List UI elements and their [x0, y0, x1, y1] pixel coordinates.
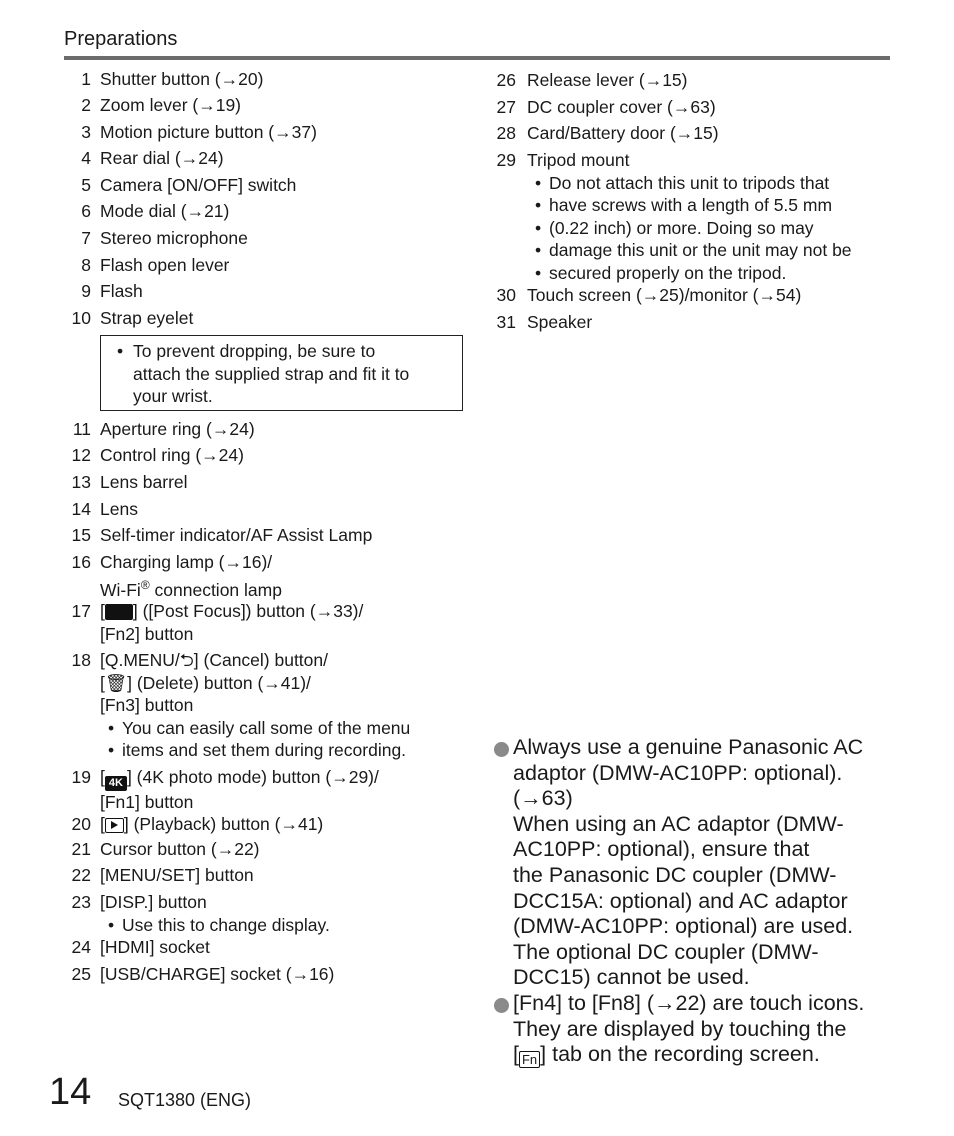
ac-adaptor-note: Always use a genuine Panasonic AC adaptor (DMW-AC10PP: optional). (→63) When using an AC adaptor (DMW- AC10PP: optional), ensure that the Panasonic DC coupler (DMW- DCC15A: optional) and AC adaptor (DMW-AC10PP: optional) are used. The optional DC coupler (DMW- DCC15) cannot be used. [494, 735, 894, 991]
header-rule [64, 56, 890, 60]
strap-note-box [100, 335, 463, 411]
trash-icon: 🗑 [104, 672, 128, 693]
fn-tab-icon: Fn [519, 1051, 540, 1068]
playback-icon [105, 818, 124, 833]
strap-note-text: • To prevent dropping, be sure to attach the supplied strap and fit it to your wrist. [115, 340, 456, 408]
section-title: Preparations [64, 28, 178, 50]
touch-icons-note: [Fn4] to [Fn8] (→22) are touch icons. They are displayed by touching the [ Fn ] tab on the recording screen. [494, 991, 894, 1068]
bullet-dot-icon [494, 998, 509, 1013]
4k-photo-icon: 4K [105, 776, 127, 791]
document-code: SQT1380 (ENG) [118, 1090, 252, 1110]
post-focus-icon [105, 604, 133, 620]
bullet-dot-icon [494, 742, 509, 757]
cancel-arrow-icon: ⮌ [179, 650, 194, 670]
page-number: 14 [49, 1071, 92, 1113]
